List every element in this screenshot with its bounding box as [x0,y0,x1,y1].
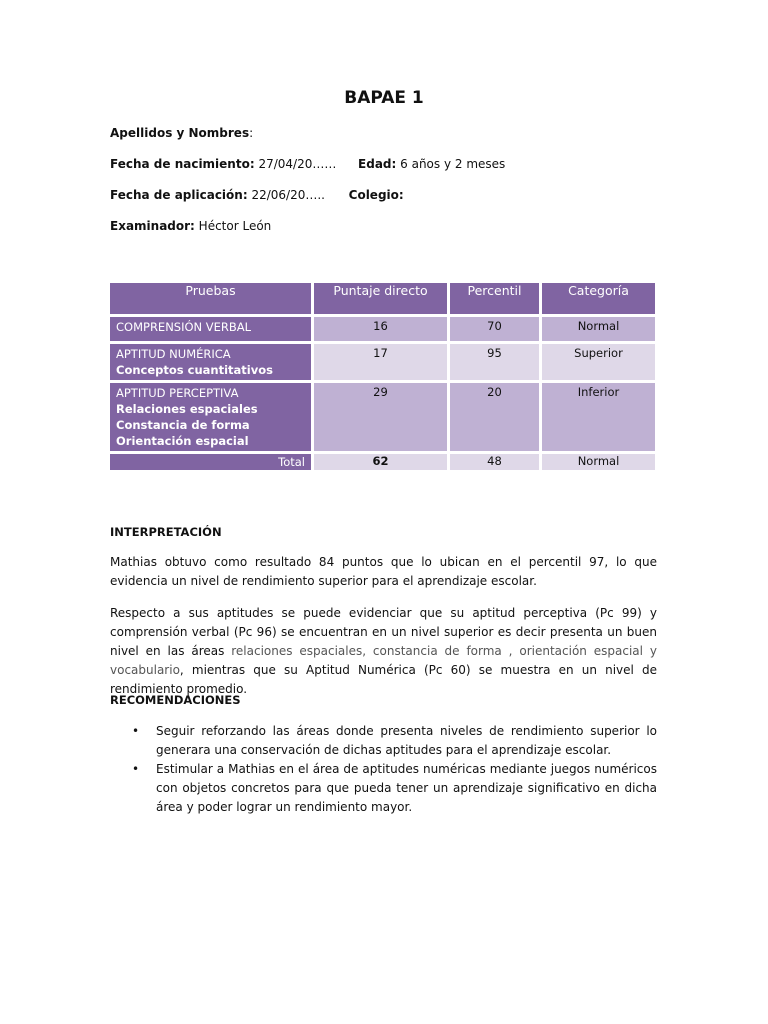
list-item [110,760,657,817]
cell-categoria: Inferior [542,383,655,451]
header-puntaje: Puntaje directo [314,283,447,314]
table-row [110,383,655,451]
para2-areas: relaciones espaciales, constancia de forma , orientación espacial y vocabulario [110,644,657,677]
cell-puntaje: 16 [314,317,447,341]
interpretacion-paragraph-2 [110,604,657,699]
row-label [110,344,311,380]
nacimiento-label: Fecha de nacimiento: [110,157,255,171]
colegio-label: Colegio: [348,188,404,202]
cell-percentil: 95 [450,344,539,380]
para2-part-c: , mientras que su Aptitud Numérica (Pc 60) se muestra en un nivel de rendimiento promedio. [110,663,657,696]
table-total-row [110,454,655,470]
nombres-label: Apellidos y Nombres [110,126,250,140]
row-title: APTITUD NUMÉRICA [116,347,231,361]
nombres-colon: : [249,126,254,140]
recomendaciones-heading: RECOMENDACIONES [110,693,241,707]
para2-part-a: Respecto a sus aptitudes se puede evidenciar que su aptitud perceptiva (Pc 99) y comprensión verbal (Pc 96) se encuentran en un nivel superior es decir presenta un buen nivel en las áreas [110,606,657,658]
aplicacion-label: Fecha de aplicación: [110,188,248,202]
document-title: BAPAE 1 [344,88,424,108]
table-header-row [110,283,655,314]
row-title: APTITUD PERCEPTIVA [116,386,239,400]
field-aplicacion [110,188,404,202]
field-examinador [110,219,271,233]
cell-percentil: 70 [450,317,539,341]
bullet-icon: • [132,762,140,776]
field-nacimiento [110,157,505,171]
aplicacion-value: 22/06/20….. [251,188,325,202]
nacimiento-value: 27/04/20…… [258,157,337,171]
cell-puntaje: 17 [314,344,447,380]
header-percentil: Percentil [450,283,539,314]
interpretacion-paragraph-1: Mathias obtuvo como resultado 84 puntos que lo ubican en el percentil 97, lo que evidencia un nivel de rendimiento superior para el aprendizaje escolar. [110,555,657,588]
list-item-text: Estimular a Mathias en el área de aptitudes numéricas mediante juegos numéricos con objetos concretos para que pueda tener un aprendizaje significativo en dicha área y poder lograr un rendimiento mayor. [156,762,657,814]
header-pruebas: Pruebas [110,283,311,314]
edad-label: Edad: [358,157,397,171]
examinador-value: Héctor León [198,219,272,233]
list-item-text: Seguir reforzando las áreas donde presenta niveles de rendimiento superior lo generara una conservación de dichas aptitudes para el aprendizaje escolar. [156,724,657,757]
cell-categoria: Superior [542,344,655,380]
cell-puntaje: 29 [314,383,447,451]
row-label [110,317,311,341]
interpretacion-heading: INTERPRETACIÓN [110,525,222,539]
field-nombres [110,126,253,140]
table-row [110,317,655,341]
row-subtitle: Constancia de forma [116,418,250,432]
total-label: Total [110,454,311,470]
row-label [110,383,311,451]
total-puntaje: 62 [314,454,447,470]
table-row [110,344,655,380]
row-title: COMPRENSIÓN VERBAL [116,320,252,334]
row-subtitle: Conceptos cuantitativos [116,363,273,377]
cell-categoria: Normal [542,317,655,341]
total-categoria: Normal [542,454,655,470]
row-subtitle: Relaciones espaciales [116,402,258,416]
edad-value: 6 años y 2 meses [400,157,506,171]
row-subtitle: Orientación espacial [116,434,249,448]
bullet-icon: • [132,724,140,738]
total-percentil: 48 [450,454,539,470]
recomendaciones-list [110,722,657,817]
header-categoria: Categoría [542,283,655,314]
scores-table [107,280,658,473]
cell-percentil: 20 [450,383,539,451]
list-item [110,722,657,760]
examinador-label: Examinador: [110,219,195,233]
